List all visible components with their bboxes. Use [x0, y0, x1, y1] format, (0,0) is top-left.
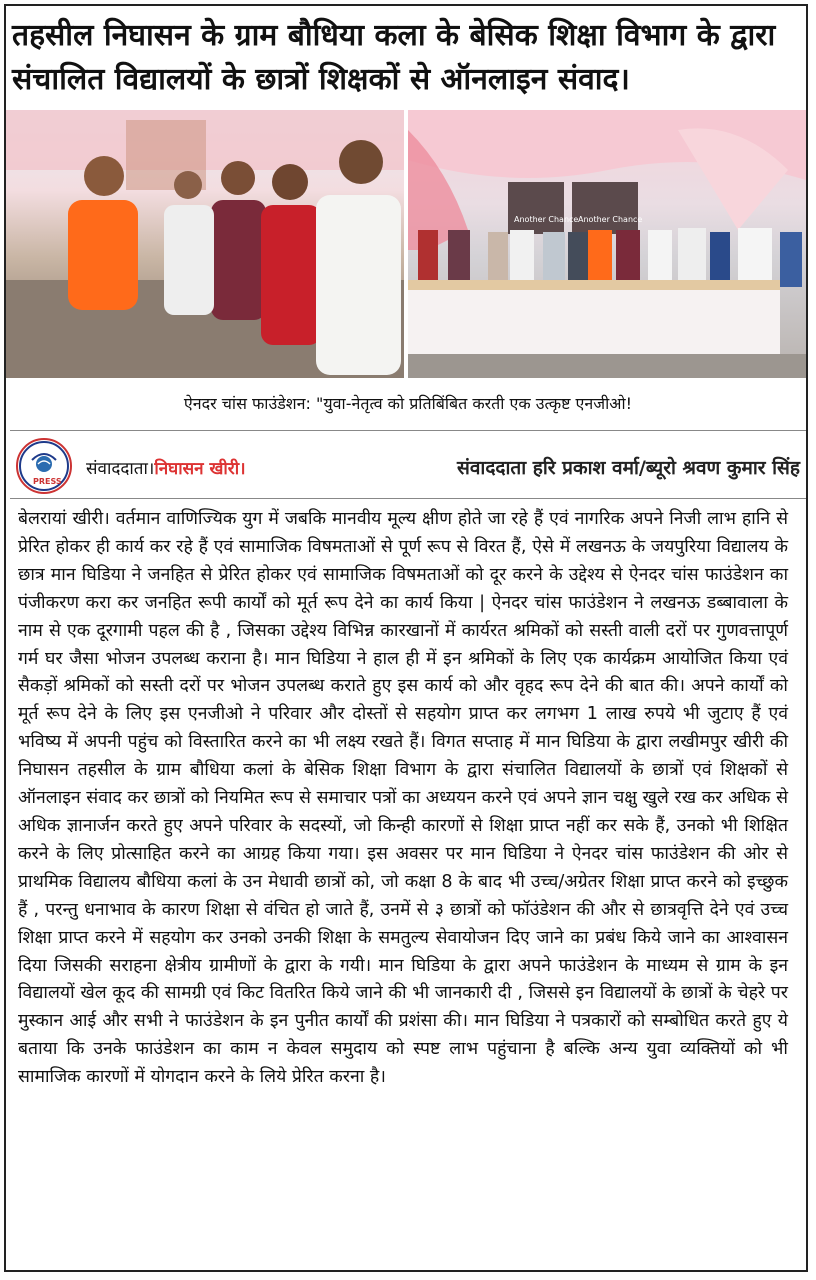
- headline: तहसील निघासन के ग्राम बौधिया कला के बेसिक शिक्षा विभाग के द्वारा संचालित विद्यालयों के छात्रों शिक्षकों से ऑनलाइन संवाद।: [12, 18, 776, 97]
- photo-caption: ऐनदर चांस फाउंडेशन: "युवा-नेतृत्व को प्रतिबिंबित करती एक उत्कृष्ट एनजीओ!: [183, 394, 633, 413]
- logo-text: PRESS: [33, 477, 62, 486]
- top-divider: [10, 430, 806, 431]
- reporter-line: [86, 456, 246, 479]
- banner-label-2: Another Chance: [578, 215, 643, 224]
- article-body: बेलरायां खीरी। वर्तमान वाणिज्यिक युग में जबकि मानवीय मूल्य क्षीण होते जा रहे हैं एवं नागरिक अपने निजी लाभ हानि से प्रेरित होकर ही कार्य कर रहे हैं एवं सामाजिक विषमताओं से पूर्ण रूप से विरत हैं, ऐसे में लखनऊ के जयपुरिया विद्यालय के छात्र मान घिडिया ने जनहित से प्रेरित होकर एवं सामाजिक विषमताओं को दूर करने के उद्देश्य से ऐनदर चांस फाउंडेशन का पंजीकरण करा कर जनहित रूपी कार्यों को मूर्त रूप देने का कार्य किया | ऐनदर चांस फाउंडेशन ने लखनऊ डब्बावाला के नाम से एक दूरगामी पहल की है , जिसका उद्देश्य विभिन्न कारखानों में कार्यरत श्रमिकों को सस्ती वाली दरों पर गुणवत्तापूर्ण गर्म घर जैसा भोजन उपलब्ध कराना है। मान घिडिया ने हाल ही में इन श्रमिकों के लिए एक कार्यक्रम आयोजित किया एवं सैकड़ों श्रमिकों को सस्ती दरों पर भोजन उपलब्ध कराते हुए इस कार्य को और वृहद रूप देने की बात की। अपने कार्यों को मूर्त रूप देने के लिए इस एनजीओ ने परिवार और दोस्तों से सहयोग प्राप्त कर लगभग 1 लाख रुपये भी जुटाए हैं एवं भविष्य में अपनी पहुंच को विस्तारित करने का भी लक्ष्य रखते हैं। विगत सप्ताह में मान घिडिया के द्वारा लखीमपुर खीरी की निघासन तहसील के ग्राम बौधिया कलां के बेसिक शिक्षा विभाग के द्वारा संचालित विद्यालयों के छात्रों एवं शिक्षकों से ऑनलाइन संवाद कर छात्रों को नियमित रूप से समाचार पत्रों का अध्ययन करने एवं अपने ज्ञान चक्षु खुले रख कर अधिक से अधिक ज्ञानार्जन करते हुए अपने परिवार के सदस्यों, जो किन्ही कारणों से शिक्षा प्राप्त नहीं कर सके हैं, उनको भी शिक्षित करने के लिए प्रोत्साहित करने का आग्रह किया गया। इस अवसर पर मान घिडिया ने ऐनदर चांस फाउंडेशन की ओर से प्राथमिक विद्यालय बौधिया कलां के उन मेधावी छात्रों को, जो कक्षा 8 के बाद भी उच्च/अग्रेतर शिक्षा प्राप्त करने को इच्छुक हैं , परन्तु धनाभाव के कारण शिक्षा से वंचित हो जाते हैं, उनमें से ३ छात्रों को फॉउंडेशन की और से छात्रवृत्ति देने एवं उच्च शिक्षा प्राप्त करने में सहयोग कर उनको उनकी शिक्षा के समतुल्य सेवायोजन दिए जाने का प्रबंध किये जाने का आश्वासन दिया जिसकी सराहना क्षेत्रीय ग्रामीणों के द्वारा के गयी। मान घिडिया के द्वारा अपने फाउंडेशन के माध्यम से ग्राम के इन विद्यालयों खेल कूद की सामग्री एवं किट वितरित किये जाने की भी जानकारी दी , जिससे इन विद्यालयों के छात्रों के चेहरे पर मुस्कान आई और सभी ने फाउंडेशन के इन पुनीत कार्यों की प्रशंसा की। मान घिडिया ने पत्रकारों को सम्बोधित करते हुए ये बताया कि उनके फाउंडेशन का काम न केवल समुदाय को स्पष्ट लाभ पहुंचाना है बल्कि अन्य युवा व्यक्तियों को भी सामाजिक कारणों में योगदान करने के लिये प्रेरित करना है।: [18, 509, 788, 1088]
- photo-right: [408, 110, 806, 378]
- reporter-label: संवाददाता।: [86, 459, 155, 479]
- byline-divider: [10, 498, 806, 499]
- correspondent-credit: संवाददाता हरि प्रकाश वर्मा/ब्यूरो श्रवण कुमार सिंह: [456, 457, 800, 479]
- byline-row: [14, 436, 804, 496]
- news-logo-icon: [16, 438, 72, 494]
- photo-left-illustration: [6, 110, 404, 378]
- photo-right-illustration: [408, 110, 806, 378]
- photo-left: [6, 110, 404, 378]
- reporter-place: निघासन खीरी।: [154, 459, 246, 479]
- banner-label: Another Chance: [514, 215, 579, 224]
